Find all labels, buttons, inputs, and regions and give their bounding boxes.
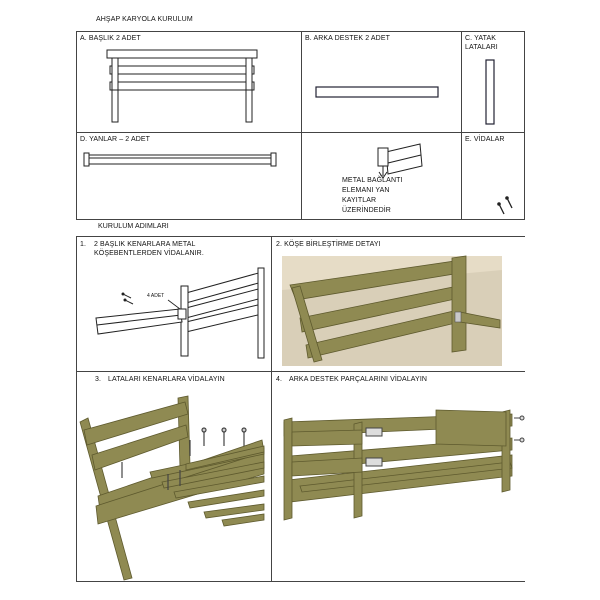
page-title: AHŞAP KARYOLA KURULUM	[96, 16, 193, 23]
step1-number: 1.	[80, 241, 87, 248]
step1-line2: KÖŞEBENTLERDEN VİDALANIR.	[94, 250, 204, 257]
step4-number: 4.	[276, 376, 283, 383]
part-c-label-2: LATALARI	[465, 44, 498, 51]
part-c-label-1: C. YATAK	[465, 35, 497, 42]
step4-title: ARKA DESTEK PARÇALARINI VİDALAYIN	[289, 376, 428, 383]
bracket-note-2: ELEMANI YAN	[342, 187, 390, 194]
step2-title: 2. KÖŞE BİRLEŞTİRME DETAYI	[276, 241, 381, 248]
bracket-note-4: ÜZERİNDEDİR	[342, 207, 391, 214]
part-e-label: E. VİDALAR	[465, 136, 505, 143]
part-b-label: B. ARKA DESTEK 2 ADET	[305, 35, 390, 42]
steps-title: KURULUM ADIMLARI	[98, 223, 169, 230]
step3-title: LATALARI KENARLARA VİDALAYIN	[108, 376, 225, 383]
step3-number: 3.	[95, 376, 102, 383]
step1-line1: 2 BAŞLIK KENARLARA METAL	[94, 241, 196, 248]
part-a-label: A. BAŞLIK 2 ADET	[80, 35, 141, 42]
bracket-note-3: KAYITLAR	[342, 197, 377, 204]
bracket-note-1: METAL BAĞLANTI	[342, 177, 403, 184]
part-d-label: D. YANLAR – 2 ADET	[80, 136, 151, 143]
step1-callout: 4 ADET	[147, 293, 165, 299]
